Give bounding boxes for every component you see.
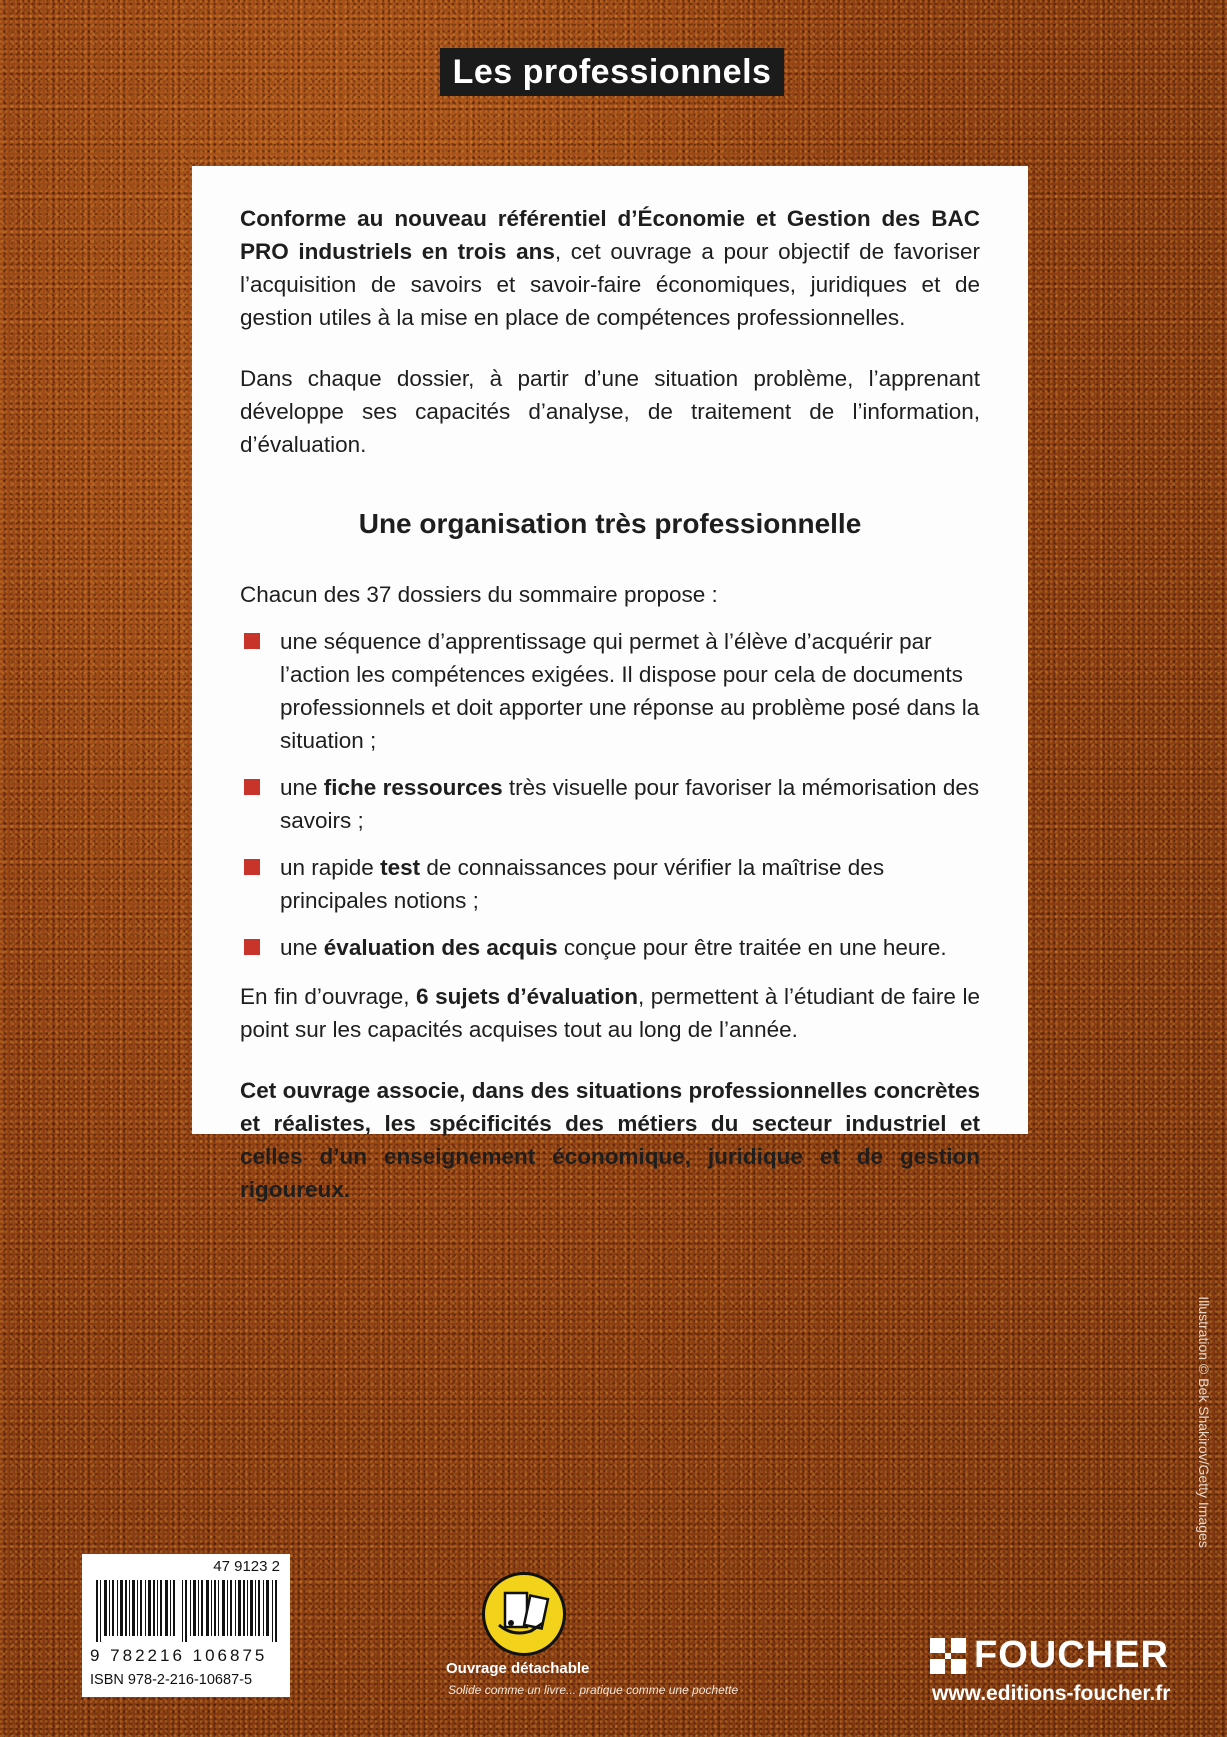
- list-item-bold: évaluation des acquis: [323, 935, 558, 960]
- barcode-number: 9 782216 106875: [90, 1646, 268, 1665]
- illustration-credit: [1194, 1272, 1214, 1572]
- feature-list: [240, 625, 980, 964]
- credit-text: Illustration © Bek Shakirov/Getty Images: [1196, 1296, 1212, 1548]
- list-item-text: un rapide: [280, 855, 381, 880]
- detachable-book-icon: [482, 1572, 566, 1656]
- section-heading: Une organisation très professionnelle: [358, 508, 862, 539]
- list-item-text: une: [280, 775, 324, 800]
- square-bullet-icon: [244, 633, 260, 649]
- intro-rest: , cet ouvrage a pour objectif de favoriser l’acquisition de savoirs et savoir-faire économiques, juridiques et de gestion utiles à la mise en place de compétences professionnelles.: [240, 239, 980, 330]
- closing-bold: 6 sujets d’évaluation: [416, 984, 638, 1009]
- detachable-title: Ouvrage détachable: [446, 1660, 590, 1677]
- list-item: [240, 625, 980, 757]
- list-item: [240, 851, 980, 917]
- square-bullet-icon: [244, 779, 260, 795]
- closing-text: En fin d’ouvrage,: [240, 984, 417, 1009]
- list-item-text: conçue pour être traitée en une heure.: [557, 935, 947, 960]
- isbn-text: ISBN 978-2-216-10687-5: [90, 1672, 253, 1688]
- summary-paragraph: Cet ouvrage associe, dans des situations professionnelles concrètes et réalistes, les spécificités des métiers du secteur industriel et celles d’un enseignement économique, juridique et de gestion rigoureux.: [240, 1078, 980, 1202]
- publisher-name: FOUCHER: [974, 1634, 1169, 1676]
- description-panel: [192, 166, 1028, 1202]
- barcode-box: [82, 1554, 290, 1697]
- list-intro: Chacun des 37 dossiers du sommaire propose :: [240, 582, 718, 607]
- series-tag: Les professionnels: [440, 48, 784, 96]
- list-item: [240, 771, 980, 837]
- list-item-bold: fiche ressources: [323, 775, 503, 800]
- intro-bold: Conforme au nouveau référentiel d’Économie et Gestion des BAC PRO industriels en trois ans: [240, 206, 980, 264]
- detachable-subtitle: Solide comme un livre... pratique comme une pochette: [448, 1683, 739, 1697]
- closing-paragraph: [240, 980, 980, 1046]
- paragraph-2: Dans chaque dossier, à partir d’une situation problème, l’apprenant développe ses capacités d’analyse, de traitement de l’information, d’évaluation.: [240, 366, 980, 457]
- list-item-text: de connaissances pour vérifier la maîtrise des principales notions ;: [280, 855, 885, 913]
- publisher-url[interactable]: www.editions-foucher.fr: [932, 1682, 1171, 1705]
- list-item-text: très visuelle pour favoriser la mémorisation des savoirs ;: [280, 775, 980, 833]
- barcode-icon: [96, 1580, 278, 1642]
- publisher-brand: [930, 1634, 1169, 1677]
- closing-text: , permettent à l’étudiant de faire le point sur les capacités acquises tout au long de l’année.: [240, 984, 980, 1042]
- list-item-text: une séquence d’apprentissage qui permet à l’élève d’acquérir par l’action les compétences exigées. Il dispose pour cela de documents professionnels et doit apporter une réponse au problème posé dans la situation ;: [280, 629, 980, 753]
- list-item-text: une: [280, 935, 324, 960]
- foucher-logo-icon: [930, 1638, 966, 1674]
- square-bullet-icon: [244, 859, 260, 875]
- intro-paragraph: [240, 202, 980, 334]
- square-bullet-icon: [244, 939, 260, 955]
- barcode-top-code: 47 9123 2: [213, 1558, 280, 1575]
- list-item-bold: test: [380, 855, 421, 880]
- list-item: [240, 931, 980, 964]
